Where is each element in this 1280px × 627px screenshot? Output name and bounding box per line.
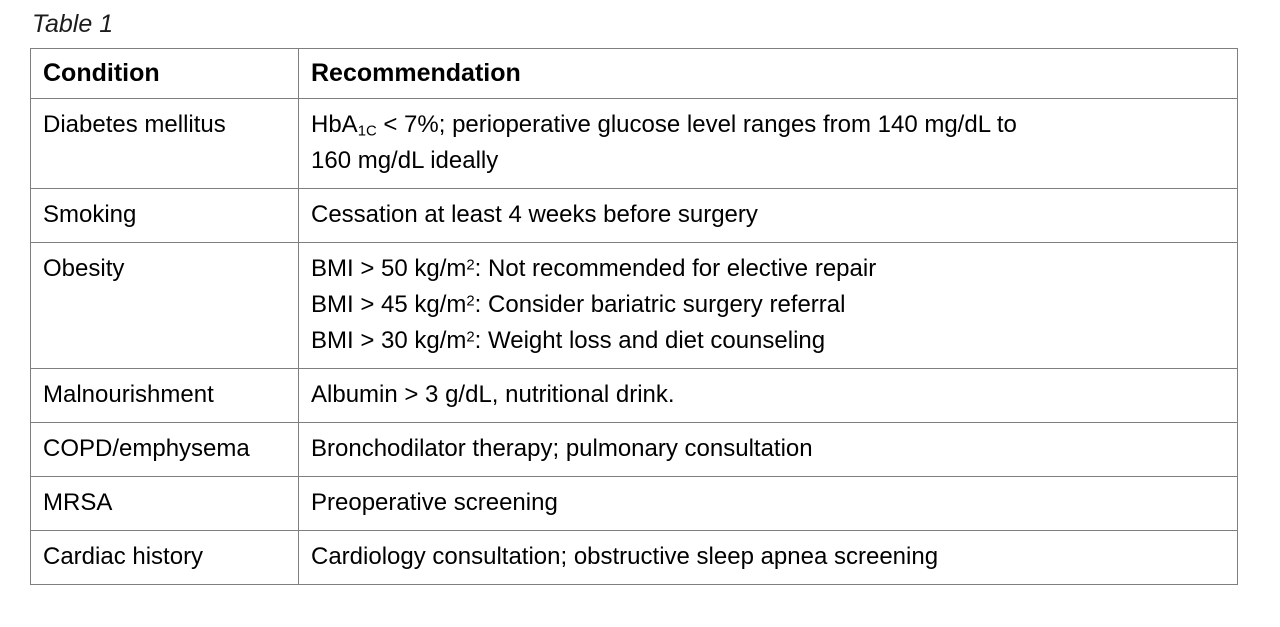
recommendation-cell: Albumin > 3 g/dL, nutritional drink. bbox=[299, 369, 1238, 423]
table-row bbox=[31, 243, 1238, 369]
column-header-condition: Condition bbox=[31, 49, 299, 99]
recommendation-cell: Bronchodilator therapy; pulmonary consultation bbox=[299, 423, 1238, 477]
header-row bbox=[31, 49, 1238, 99]
table-row bbox=[31, 189, 1238, 243]
recommendations-table bbox=[30, 48, 1238, 585]
table-row bbox=[31, 477, 1238, 531]
condition-cell: Smoking bbox=[31, 189, 299, 243]
condition-cell: MRSA bbox=[31, 477, 299, 531]
recommendation-cell: BMI > 50 $kg/m^2$: Not recommended for elective repair BMI > 45 $kg/m^2$: Consider bariatric surgery referral BMI > 30 $kg/m^2$: Weight loss and diet counseling bbox=[299, 243, 1238, 369]
condition-cell: Cardiac history bbox=[31, 531, 299, 585]
table-row bbox=[31, 99, 1238, 189]
table-row bbox=[31, 531, 1238, 585]
recommendation-cell: Cardiology consultation; obstructive sleep apnea screening bbox=[299, 531, 1238, 585]
column-header-recommendation: Recommendation bbox=[299, 49, 1238, 99]
condition-cell: Obesity bbox=[31, 243, 299, 369]
recommendation-cell: Cessation at least 4 weeks before surgery bbox=[299, 189, 1238, 243]
table-row bbox=[31, 423, 1238, 477]
condition-cell: COPD/emphysema bbox=[31, 423, 299, 477]
recommendation-cell: Preoperative screening bbox=[299, 477, 1238, 531]
recommendation-cell: HbA$_{1C}$ < 7%; perioperative glucose level ranges from 140 mg/dL to 160 mg/dL ideally bbox=[299, 99, 1238, 189]
condition-cell: Malnourishment bbox=[31, 369, 299, 423]
table-caption: Table 1 bbox=[32, 10, 114, 38]
table-row bbox=[31, 369, 1238, 423]
condition-cell: Diabetes mellitus bbox=[31, 99, 299, 189]
